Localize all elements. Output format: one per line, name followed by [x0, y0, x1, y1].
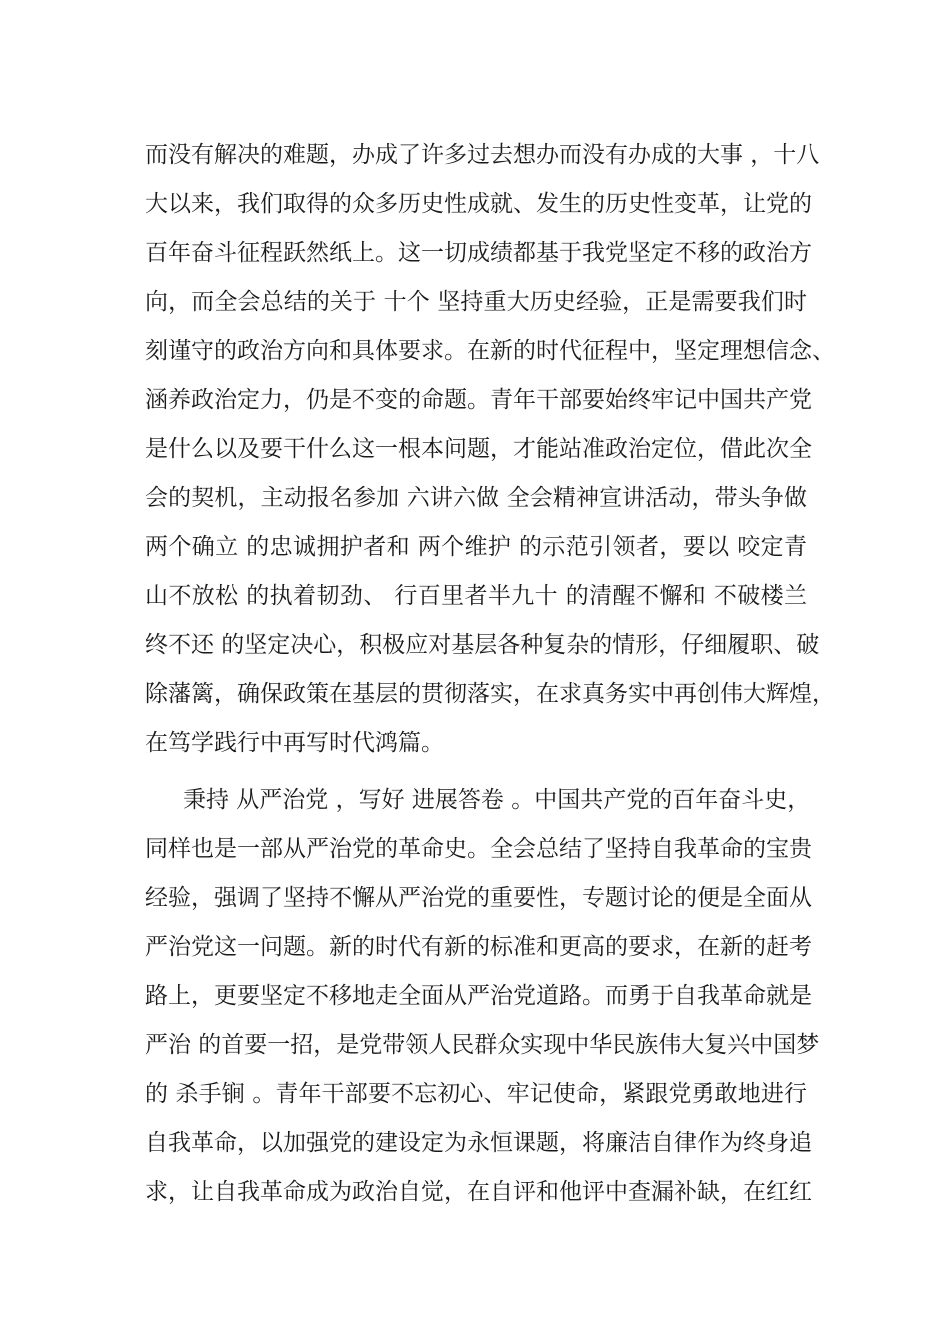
text-line: 百年奋斗征程跃然纸上。这一切成绩都基于我党坚定不移的政治方 [145, 240, 812, 266]
text-line: 的 杀手锏 。青年干部要不忘初心、牢记使命，紧跟党勇敢地进行 [145, 1081, 807, 1107]
text-line: 涵养政治定力，仍是不变的命题。青年干部要始终牢记中国共产党 [145, 387, 812, 413]
text-line: 同样也是一部从严治党的革命史。全会总结了坚持自我革命的宝贵 [145, 836, 812, 862]
text-line: 自我革命，以加强党的建设定为永恒课题，将廉洁自律作为终身追 [145, 1130, 812, 1156]
text-line: 除藩篱，确保政策在基层的贯彻落实，在求真务实中再创伟大辉煌， [145, 681, 835, 707]
text-line: 两个确立 的忠诚拥护者和 两个维护 的示范引领者，要以 咬定青 [145, 534, 807, 560]
text-line: 向，而全会总结的关于 十个 坚持重大历史经验，正是需要我们时 [145, 289, 807, 315]
text-line: 刻谨守的政治方向和具体要求。在新的时代征程中，坚定理想信念、 [145, 338, 835, 364]
paragraph-2 [145, 776, 820, 1217]
text-line: 山不放松 的执着韧劲、 行百里者半九十 的清醒不懈和 不破楼兰 [145, 583, 807, 609]
text-line: 会的契机，主动报名参加 六讲六做 全会精神宣讲活动，带头争做 [145, 485, 807, 511]
text-line: 是什么以及要干什么这一根本问题，才能站准政治定位，借此次全 [145, 436, 812, 462]
text-line: 秉持 从严治党 ，写好 进展答卷 。中国共产党的百年奋斗史， [183, 787, 811, 813]
text-line: 在笃学践行中再写时代鸿篇。 [145, 730, 444, 756]
paragraph-1 [145, 131, 835, 768]
text-line: 严治党这一问题。新的时代有新的标准和更高的要求，在新的赶考 [145, 934, 812, 960]
text-line: 求，让自我革命成为政治自觉，在自评和他评中查漏补缺，在红红 [145, 1179, 812, 1205]
text-line: 路上，更要坚定不移地走全面从严治党道路。而勇于自我革命就是 [145, 983, 812, 1009]
text-line: 经验，强调了坚持不懈从严治党的重要性，专题讨论的便是全面从 [145, 885, 812, 911]
text-line: 严治 的首要一招，是党带领人民群众实现中华民族伟大复兴中国梦 [145, 1032, 820, 1058]
text-line: 终不还 的坚定决心，积极应对基层各种复杂的情形，仔细履职、破 [145, 632, 820, 658]
text-line: 大以来，我们取得的众多历史性成就、发生的历史性变革，让党的 [145, 191, 812, 217]
text-line: 而没有解决的难题，办成了许多过去想办而没有办成的大事 ，十八 [145, 142, 820, 168]
